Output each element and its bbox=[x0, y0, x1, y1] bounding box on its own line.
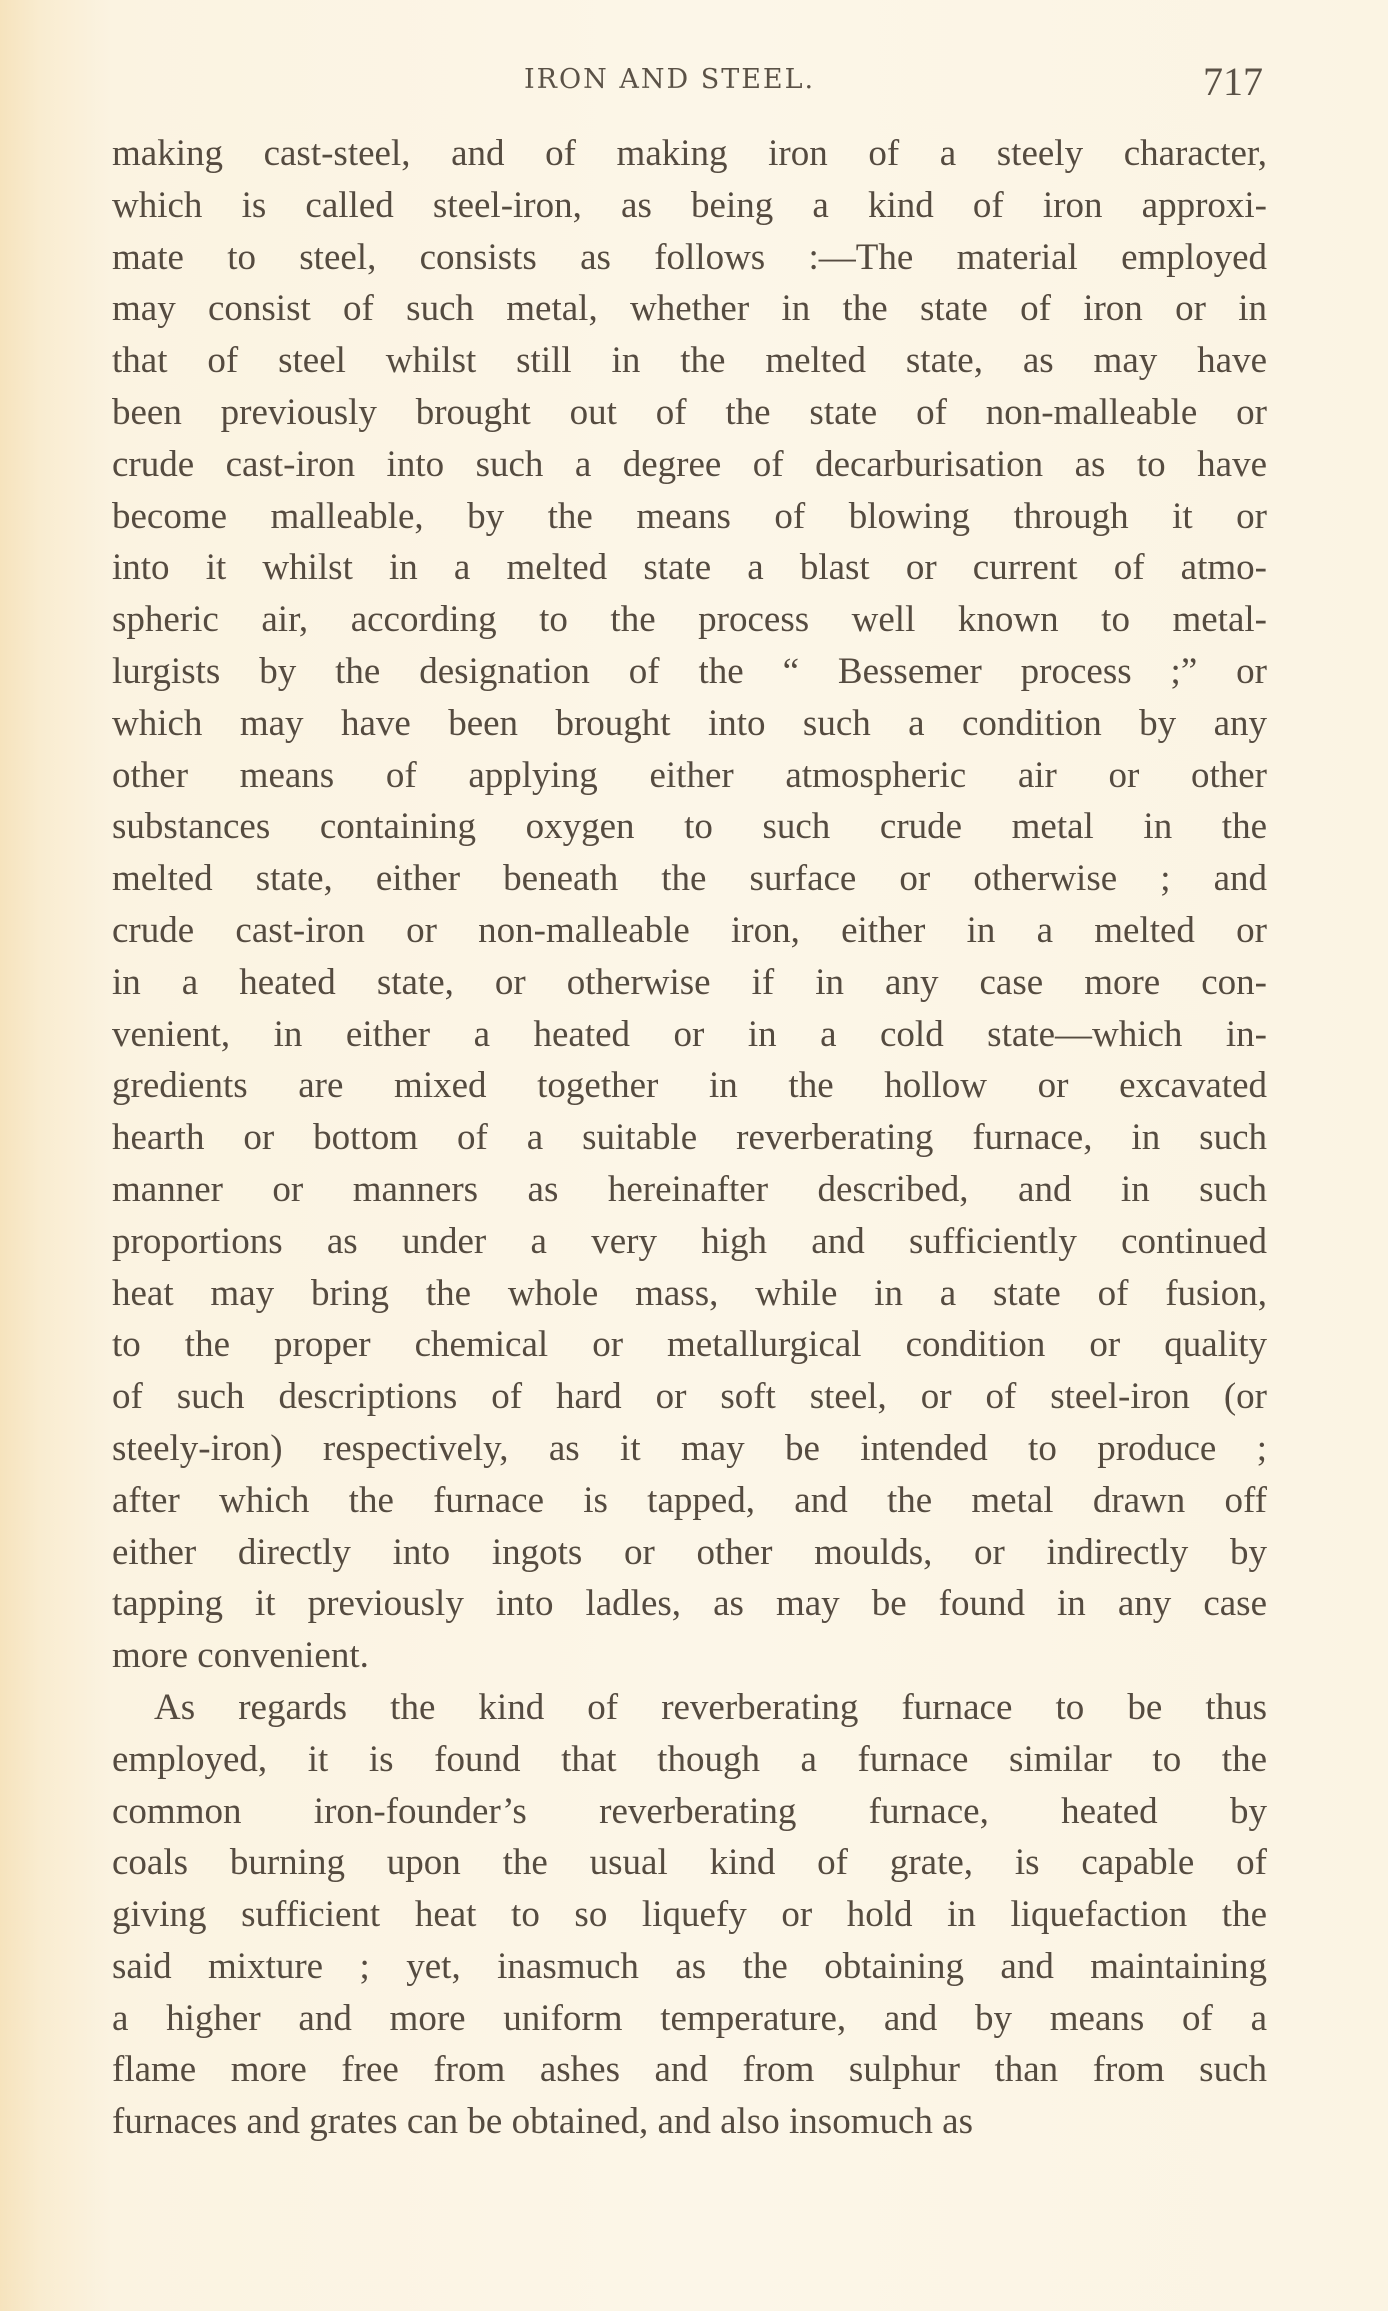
text-line: which may have been brought into such a condition by any bbox=[112, 702, 1267, 744]
text-line: spheric air, according to the process well known to metal- bbox=[112, 599, 1267, 641]
text-line: mate to steel, consists as follows :—The material employed bbox=[112, 236, 1267, 278]
text-line: As regards the kind of reverberating furnace to be thus bbox=[154, 1686, 1267, 1728]
text-line: to the proper chemical or metallurgical condition or quality bbox=[112, 1324, 1267, 1366]
text-line: in a heated state, or otherwise if in any case more con- bbox=[112, 961, 1267, 1003]
text-line: other means of applying either atmospheric air or other bbox=[112, 754, 1267, 796]
text-line: flame more free from ashes and from sulphur than from such bbox=[112, 2049, 1267, 2091]
text-line: become malleable, by the means of blowing through it or bbox=[112, 495, 1267, 537]
text-line: giving sufficient heat to so liquefy or hold in liquefaction the bbox=[112, 1894, 1267, 1936]
text-line: more convenient. bbox=[112, 1635, 369, 1677]
running-head bbox=[0, 56, 1388, 106]
text-line: coals burning upon the usual kind of grate, is capable of bbox=[112, 1842, 1267, 1884]
text-line: common iron-founder’s reverberating furnace, heated by bbox=[112, 1790, 1267, 1832]
text-line: hearth or bottom of a suitable reverberating furnace, in such bbox=[112, 1117, 1267, 1159]
text-line: been previously brought out of the state of non-malleable or bbox=[112, 391, 1267, 433]
text-line: crude cast-iron or non-malleable iron, either in a melted or bbox=[112, 909, 1267, 951]
text-line: into it whilst in a melted state a blast or current of atmo- bbox=[112, 547, 1267, 589]
text-line: melted state, either beneath the surface or otherwise ; and bbox=[112, 858, 1267, 900]
text-line: said mixture ; yet, inasmuch as the obtaining and maintaining bbox=[112, 1945, 1267, 1987]
text-line: employed, it is found that though a furnace similar to the bbox=[112, 1738, 1267, 1780]
text-line: heat may bring the whole mass, while in a state of fusion, bbox=[112, 1272, 1267, 1314]
body-text bbox=[112, 128, 1267, 2148]
text-line: steely-iron) respectively, as it may be intended to produce ; bbox=[112, 1427, 1267, 1469]
text-line: may consist of such metal, whether in the state of iron or in bbox=[112, 288, 1267, 330]
page-number: 717 bbox=[1203, 59, 1263, 104]
text-line: of such descriptions of hard or soft steel, or of steel-iron (or bbox=[112, 1376, 1267, 1418]
paragraph bbox=[112, 1682, 1267, 2148]
text-line: crude cast-iron into such a degree of decarburisation as to have bbox=[112, 443, 1267, 485]
text-line: after which the furnace is tapped, and the metal drawn off bbox=[112, 1479, 1267, 1521]
paragraph bbox=[112, 128, 1267, 1682]
text-line: making cast-steel, and of making iron of a steely character, bbox=[112, 133, 1267, 174]
text-line: gredients are mixed together in the hollow or excavated bbox=[112, 1065, 1267, 1107]
text-line: a higher and more uniform temperature, and by means of a bbox=[112, 1997, 1267, 2039]
text-line: that of steel whilst still in the melted state, as may have bbox=[112, 340, 1267, 382]
text-line: proportions as under a very high and sufficiently continued bbox=[112, 1220, 1267, 1262]
text-line: lurgists by the designation of the “ Bessemer process ;” or bbox=[112, 650, 1267, 692]
text-line: venient, in either a heated or in a cold state—which in- bbox=[112, 1013, 1267, 1055]
running-title: IRON AND STEEL. bbox=[524, 64, 816, 95]
text-line: manner or manners as hereinafter described, and in such bbox=[112, 1168, 1267, 1210]
text-line: substances containing oxygen to such crude metal in the bbox=[112, 806, 1267, 848]
text-line: which is called steel-iron, as being a kind of iron approxi- bbox=[112, 184, 1267, 226]
text-line: furnaces and grates can be obtained, and also insomuch as bbox=[112, 2101, 973, 2143]
text-line: either directly into ingots or other moulds, or indirectly by bbox=[112, 1531, 1267, 1573]
text-line: tapping it previously into ladles, as may be found in any case bbox=[112, 1583, 1267, 1625]
